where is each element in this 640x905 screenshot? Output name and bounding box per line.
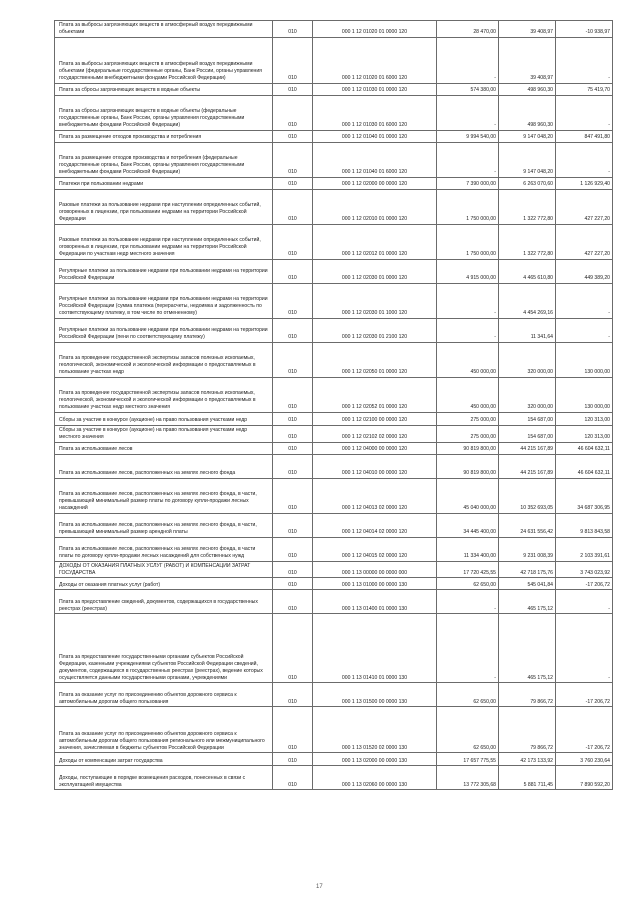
row-fact: 44 215 167,89 [499,442,556,454]
row-plan: - [437,37,499,83]
row-code: 010 [273,37,313,83]
row-rest: 847 491,80 [556,130,613,142]
row-name: Плата за предоставление сведений, документов, содержащихся в государственных реестрах (реестрах) [55,590,273,614]
row-code: 010 [273,412,313,425]
row-fact: 154 687,00 [499,425,556,442]
row-fact: 4 454 269,16 [499,283,556,318]
table-row [55,707,613,753]
row-code: 010 [273,259,313,283]
row-name: Сборы за участие в конкурсе (аукционе) на право пользования участками недр местного значения [55,425,273,442]
row-plan: 450 000,00 [437,377,499,412]
row-rest: 120 313,00 [556,412,613,425]
row-code: 010 [273,21,313,38]
row-name: Плата за использование лесов, расположенных на землях лесного фонда [55,454,273,478]
table-row [55,454,613,478]
row-plan: - [437,590,499,614]
row-code: 010 [273,83,313,95]
report-sheet [54,20,612,790]
row-rest: 3 760 230,64 [556,753,613,766]
row-kbk: 000 1 13 01400 01 0000 130 [313,590,437,614]
row-fact: 320 000,00 [499,377,556,412]
table-row [55,377,613,412]
row-kbk: 000 1 12 01020 01 0000 120 [313,21,437,38]
row-name: Регулярные платежи за пользование недрами при пользовании недрами на территории Российской Федерации (пени по соответствующему платежу) [55,318,273,342]
row-rest: 130 000,00 [556,377,613,412]
row-rest: -10 938,97 [556,21,613,38]
row-code: 010 [273,766,313,790]
row-code: 010 [273,442,313,454]
table-row [55,142,613,177]
row-fact: 498 960,30 [499,83,556,95]
row-fact: 44 215 167,89 [499,454,556,478]
table-row [55,683,613,707]
row-code: 010 [273,683,313,707]
row-rest: 427 227,20 [556,224,613,259]
row-kbk: 000 1 12 01040 01 0000 120 [313,130,437,142]
row-plan: 45 040 000,00 [437,478,499,513]
row-code: 010 [273,578,313,590]
row-fact: 24 631 556,42 [499,513,556,537]
table-row [55,766,613,790]
row-name: Доходы, поступающие в порядке возмещения расходов, понесенных в связи с эксплуатацией имущества [55,766,273,790]
row-rest: -17 206,72 [556,683,613,707]
table-row [55,21,613,38]
table-row [55,753,613,766]
row-kbk: 000 1 12 02030 01 1000 120 [313,283,437,318]
row-code: 010 [273,318,313,342]
row-plan: 90 819 800,00 [437,454,499,478]
row-kbk: 000 1 13 02060 00 0000 130 [313,766,437,790]
row-name: Плата за проведение государственной экспертизы запасов полезных ископаемых, геологической, экономической и экологической информации о предоставляемых в пользование участках недр местного значения [55,377,273,412]
row-plan: - [437,283,499,318]
row-fact: 465 175,12 [499,614,556,683]
row-name: Регулярные платежи за пользование недрами при пользовании недрами на территории Российской Федерации (сумма платежа (перерасчеты, недоимка и задолженность по соответствующему платежу, в том числе по отмененному) [55,283,273,318]
row-plan: 62 650,00 [437,707,499,753]
row-rest: - [556,614,613,683]
row-name: Плата за размещение отходов производства и потребления (федеральные государственные органы, Банк России, органы управления государственными внебюджетными фондами Российской Федерации) [55,142,273,177]
row-rest: 427 227,20 [556,189,613,224]
row-fact: 9 147 048,20 [499,130,556,142]
row-code: 010 [273,561,313,578]
row-code: 010 [273,590,313,614]
row-rest: 9 813 843,58 [556,513,613,537]
row-fact: 5 881 711,45 [499,766,556,790]
row-kbk: 000 1 13 00000 00 0000 000 [313,561,437,578]
row-rest: 46 604 632,11 [556,454,613,478]
row-plan: 17 720 425,55 [437,561,499,578]
row-name: Плата за использование лесов, расположенных на землях лесного фонда, в части, превышающей минимальный размер арендной платы [55,513,273,537]
row-kbk: 000 1 13 01520 02 0000 130 [313,707,437,753]
row-name: Разовые платежи за пользование недрами при наступлении определенных событий, оговоренных в лицензии, при пользовании недрами на территории Российской Федерации [55,189,273,224]
row-fact: 1 322 772,80 [499,189,556,224]
row-rest: - [556,95,613,130]
row-rest: 34 687 306,95 [556,478,613,513]
row-code: 010 [273,425,313,442]
row-plan: 28 470,00 [437,21,499,38]
row-kbk: 000 1 13 02000 00 0000 130 [313,753,437,766]
row-fact: 42 173 133,92 [499,753,556,766]
row-plan: 1 750 000,00 [437,224,499,259]
row-kbk: 000 1 12 04013 02 0000 120 [313,478,437,513]
table-row [55,537,613,561]
row-fact: 9 231 008,39 [499,537,556,561]
table-row [55,590,613,614]
row-rest: - [556,142,613,177]
row-rest: 130 000,00 [556,342,613,377]
table-row [55,578,613,590]
table-row [55,318,613,342]
row-fact: 79 866,72 [499,683,556,707]
row-name: Плата за использование лесов, расположенных на землях лесного фонда, в части, превышающей минимальный размер платы по договору купли-продажи лесных насаждений [55,478,273,513]
row-rest: 449 389,20 [556,259,613,283]
row-plan: 62 650,00 [437,578,499,590]
row-plan: 4 915 000,00 [437,259,499,283]
row-kbk: 000 1 12 01020 01 6000 120 [313,37,437,83]
row-plan: 450 000,00 [437,342,499,377]
row-name: Плата за выбросы загрязняющих веществ в атмосферный воздух передвижными объектами (федеральные государственные органы, Банк России, органы управления государственными внебюджетными фондами Российской Федерации) [55,37,273,83]
row-rest: - [556,318,613,342]
row-name: Плата за сбросы загрязняющих веществ в водные объекты (федеральные государственные органы, Банк России, органы управления государственными внебюджетными фондами Российской Федерации) [55,95,273,130]
row-rest: - [556,590,613,614]
row-fact: 1 322 772,80 [499,224,556,259]
row-kbk: 000 1 12 02030 01 0000 120 [313,259,437,283]
row-name: Сборы за участие в конкурсе (аукционе) на право пользования участками недр [55,412,273,425]
row-fact: 498 960,30 [499,95,556,130]
row-code: 010 [273,377,313,412]
income-table [54,20,613,790]
table-row [55,283,613,318]
table-row [55,177,613,189]
table-row [55,412,613,425]
row-name: Разовые платежи за пользование недрами при наступлении определенных событий, оговоренных в лицензии, при пользовании недрами на территории Российской Федерации по участкам недр местного значения [55,224,273,259]
row-rest: 3 743 023,92 [556,561,613,578]
row-plan: - [437,318,499,342]
row-kbk: 000 1 12 01040 01 6000 120 [313,142,437,177]
table-row [55,259,613,283]
row-rest: -17 206,72 [556,578,613,590]
table-row [55,189,613,224]
row-fact: 320 000,00 [499,342,556,377]
row-name: Плата за сбросы загрязняющих веществ в водные объекты [55,83,273,95]
row-name: Доходы от компенсации затрат государства [55,753,273,766]
row-plan: 7 390 000,00 [437,177,499,189]
row-code: 010 [273,707,313,753]
table-row [55,614,613,683]
row-code: 010 [273,513,313,537]
row-code: 010 [273,342,313,377]
table-row [55,442,613,454]
row-fact: 79 866,72 [499,707,556,753]
row-name: Плата за оказание услуг по присоединению объектов дорожного сервиса к автомобильным дорогам общего пользования регионального или межмуниципального значения, зачисляемая в бюджеты субъектов Российской Федерации [55,707,273,753]
row-name: Плата за выбросы загрязняющих веществ в атмосферный воздух передвижными объектами [55,21,273,38]
row-kbk: 000 1 12 04015 02 0000 120 [313,537,437,561]
row-code: 010 [273,130,313,142]
page-number: 17 [316,884,323,890]
row-kbk: 000 1 13 01410 01 0000 130 [313,614,437,683]
table-row [55,478,613,513]
row-rest: 1 126 929,40 [556,177,613,189]
row-kbk: 000 1 12 02100 00 0000 120 [313,412,437,425]
row-fact: 10 352 693,05 [499,478,556,513]
row-kbk: 000 1 13 01500 00 0000 130 [313,683,437,707]
row-kbk: 000 1 12 04000 00 0000 120 [313,442,437,454]
row-code: 010 [273,224,313,259]
row-name: Плата за проведение государственной экспертизы запасов полезных ископаемых, геологической, экономической и экологической информации о предоставляемых в пользование участках недр [55,342,273,377]
table-row [55,130,613,142]
row-kbk: 000 1 12 02000 00 0000 120 [313,177,437,189]
table-row [55,224,613,259]
table-row [55,37,613,83]
row-rest: 46 604 632,11 [556,442,613,454]
row-kbk: 000 1 12 02010 01 0000 120 [313,189,437,224]
row-kbk: 000 1 13 01000 00 0000 130 [313,578,437,590]
row-plan: 62 650,00 [437,683,499,707]
row-code: 010 [273,189,313,224]
row-code: 010 [273,753,313,766]
row-kbk: 000 1 12 04010 00 0000 120 [313,454,437,478]
table-row [55,83,613,95]
row-rest: -17 206,72 [556,707,613,753]
row-kbk: 000 1 12 01030 01 0000 120 [313,83,437,95]
table-row [55,425,613,442]
row-plan: 9 994 540,00 [437,130,499,142]
row-fact: 9 147 048,20 [499,142,556,177]
row-rest: 120 313,00 [556,425,613,442]
row-fact: 42 718 175,76 [499,561,556,578]
row-code: 010 [273,537,313,561]
row-name: ДОХОДЫ ОТ ОКАЗАНИЯ ПЛАТНЫХ УСЛУГ (РАБОТ) И КОМПЕНСАЦИИ ЗАТРАТ ГОСУДАРСТВА [55,561,273,578]
row-kbk: 000 1 12 02030 01 2100 120 [313,318,437,342]
row-name: Плата за предоставление государственными органами субъектов Российской Федерации, казенными учреждениями субъектов Российской Федерации сведений, документов, содержащихся в государственных реестрах (реестрах), ведение которых осуществляется данными государственными органами, учреждениями [55,614,273,683]
row-code: 010 [273,478,313,513]
row-rest: 7 890 592,20 [556,766,613,790]
row-kbk: 000 1 12 02050 01 0000 120 [313,342,437,377]
row-name: Платежи при пользовании недрами [55,177,273,189]
row-plan: - [437,95,499,130]
row-kbk: 000 1 12 02052 01 0000 120 [313,377,437,412]
row-fact: 39 408,97 [499,37,556,83]
row-fact: 545 041,84 [499,578,556,590]
row-fact: 11 341,64 [499,318,556,342]
row-fact: 6 263 070,60 [499,177,556,189]
row-rest: 2 103 391,61 [556,537,613,561]
row-code: 010 [273,142,313,177]
row-plan: 1 750 000,00 [437,189,499,224]
table-row [55,95,613,130]
row-plan: - [437,614,499,683]
row-plan: 17 657 775,55 [437,753,499,766]
row-fact: 39 408,97 [499,21,556,38]
row-fact: 465 175,12 [499,590,556,614]
row-name: Плата за использование лесов, расположенных на землях лесного фонда, в части платы по договору купли-продажи лесных насаждений для собственных нужд [55,537,273,561]
row-fact: 4 465 610,80 [499,259,556,283]
row-code: 010 [273,614,313,683]
row-name: Регулярные платежи за пользование недрами при пользовании недрами на территории Российской Федерации [55,259,273,283]
row-kbk: 000 1 12 02102 02 0000 120 [313,425,437,442]
table-row [55,561,613,578]
row-plan: 34 445 400,00 [437,513,499,537]
row-code: 010 [273,454,313,478]
row-name: Доходы от оказания платных услуг (работ) [55,578,273,590]
row-code: 010 [273,177,313,189]
row-plan: 90 819 800,00 [437,442,499,454]
table-row [55,342,613,377]
row-name: Плата за оказание услуг по присоединению объектов дорожного сервиса к автомобильным дорогам общего пользования [55,683,273,707]
row-plan: 11 334 400,00 [437,537,499,561]
row-kbk: 000 1 12 01030 01 6000 120 [313,95,437,130]
row-rest: 75 419,70 [556,83,613,95]
row-plan: 13 772 305,68 [437,766,499,790]
row-rest: - [556,283,613,318]
row-name: Плата за использование лесов [55,442,273,454]
row-plan: - [437,142,499,177]
row-name: Плата за размещение отходов производства и потребления [55,130,273,142]
row-code: 010 [273,95,313,130]
row-kbk: 000 1 12 04014 02 0000 120 [313,513,437,537]
row-kbk: 000 1 12 02012 01 0000 120 [313,224,437,259]
row-plan: 574 380,00 [437,83,499,95]
row-rest: - [556,37,613,83]
row-plan: 275 000,00 [437,425,499,442]
table-row [55,513,613,537]
row-code: 010 [273,283,313,318]
row-plan: 275 000,00 [437,412,499,425]
row-fact: 154 687,00 [499,412,556,425]
